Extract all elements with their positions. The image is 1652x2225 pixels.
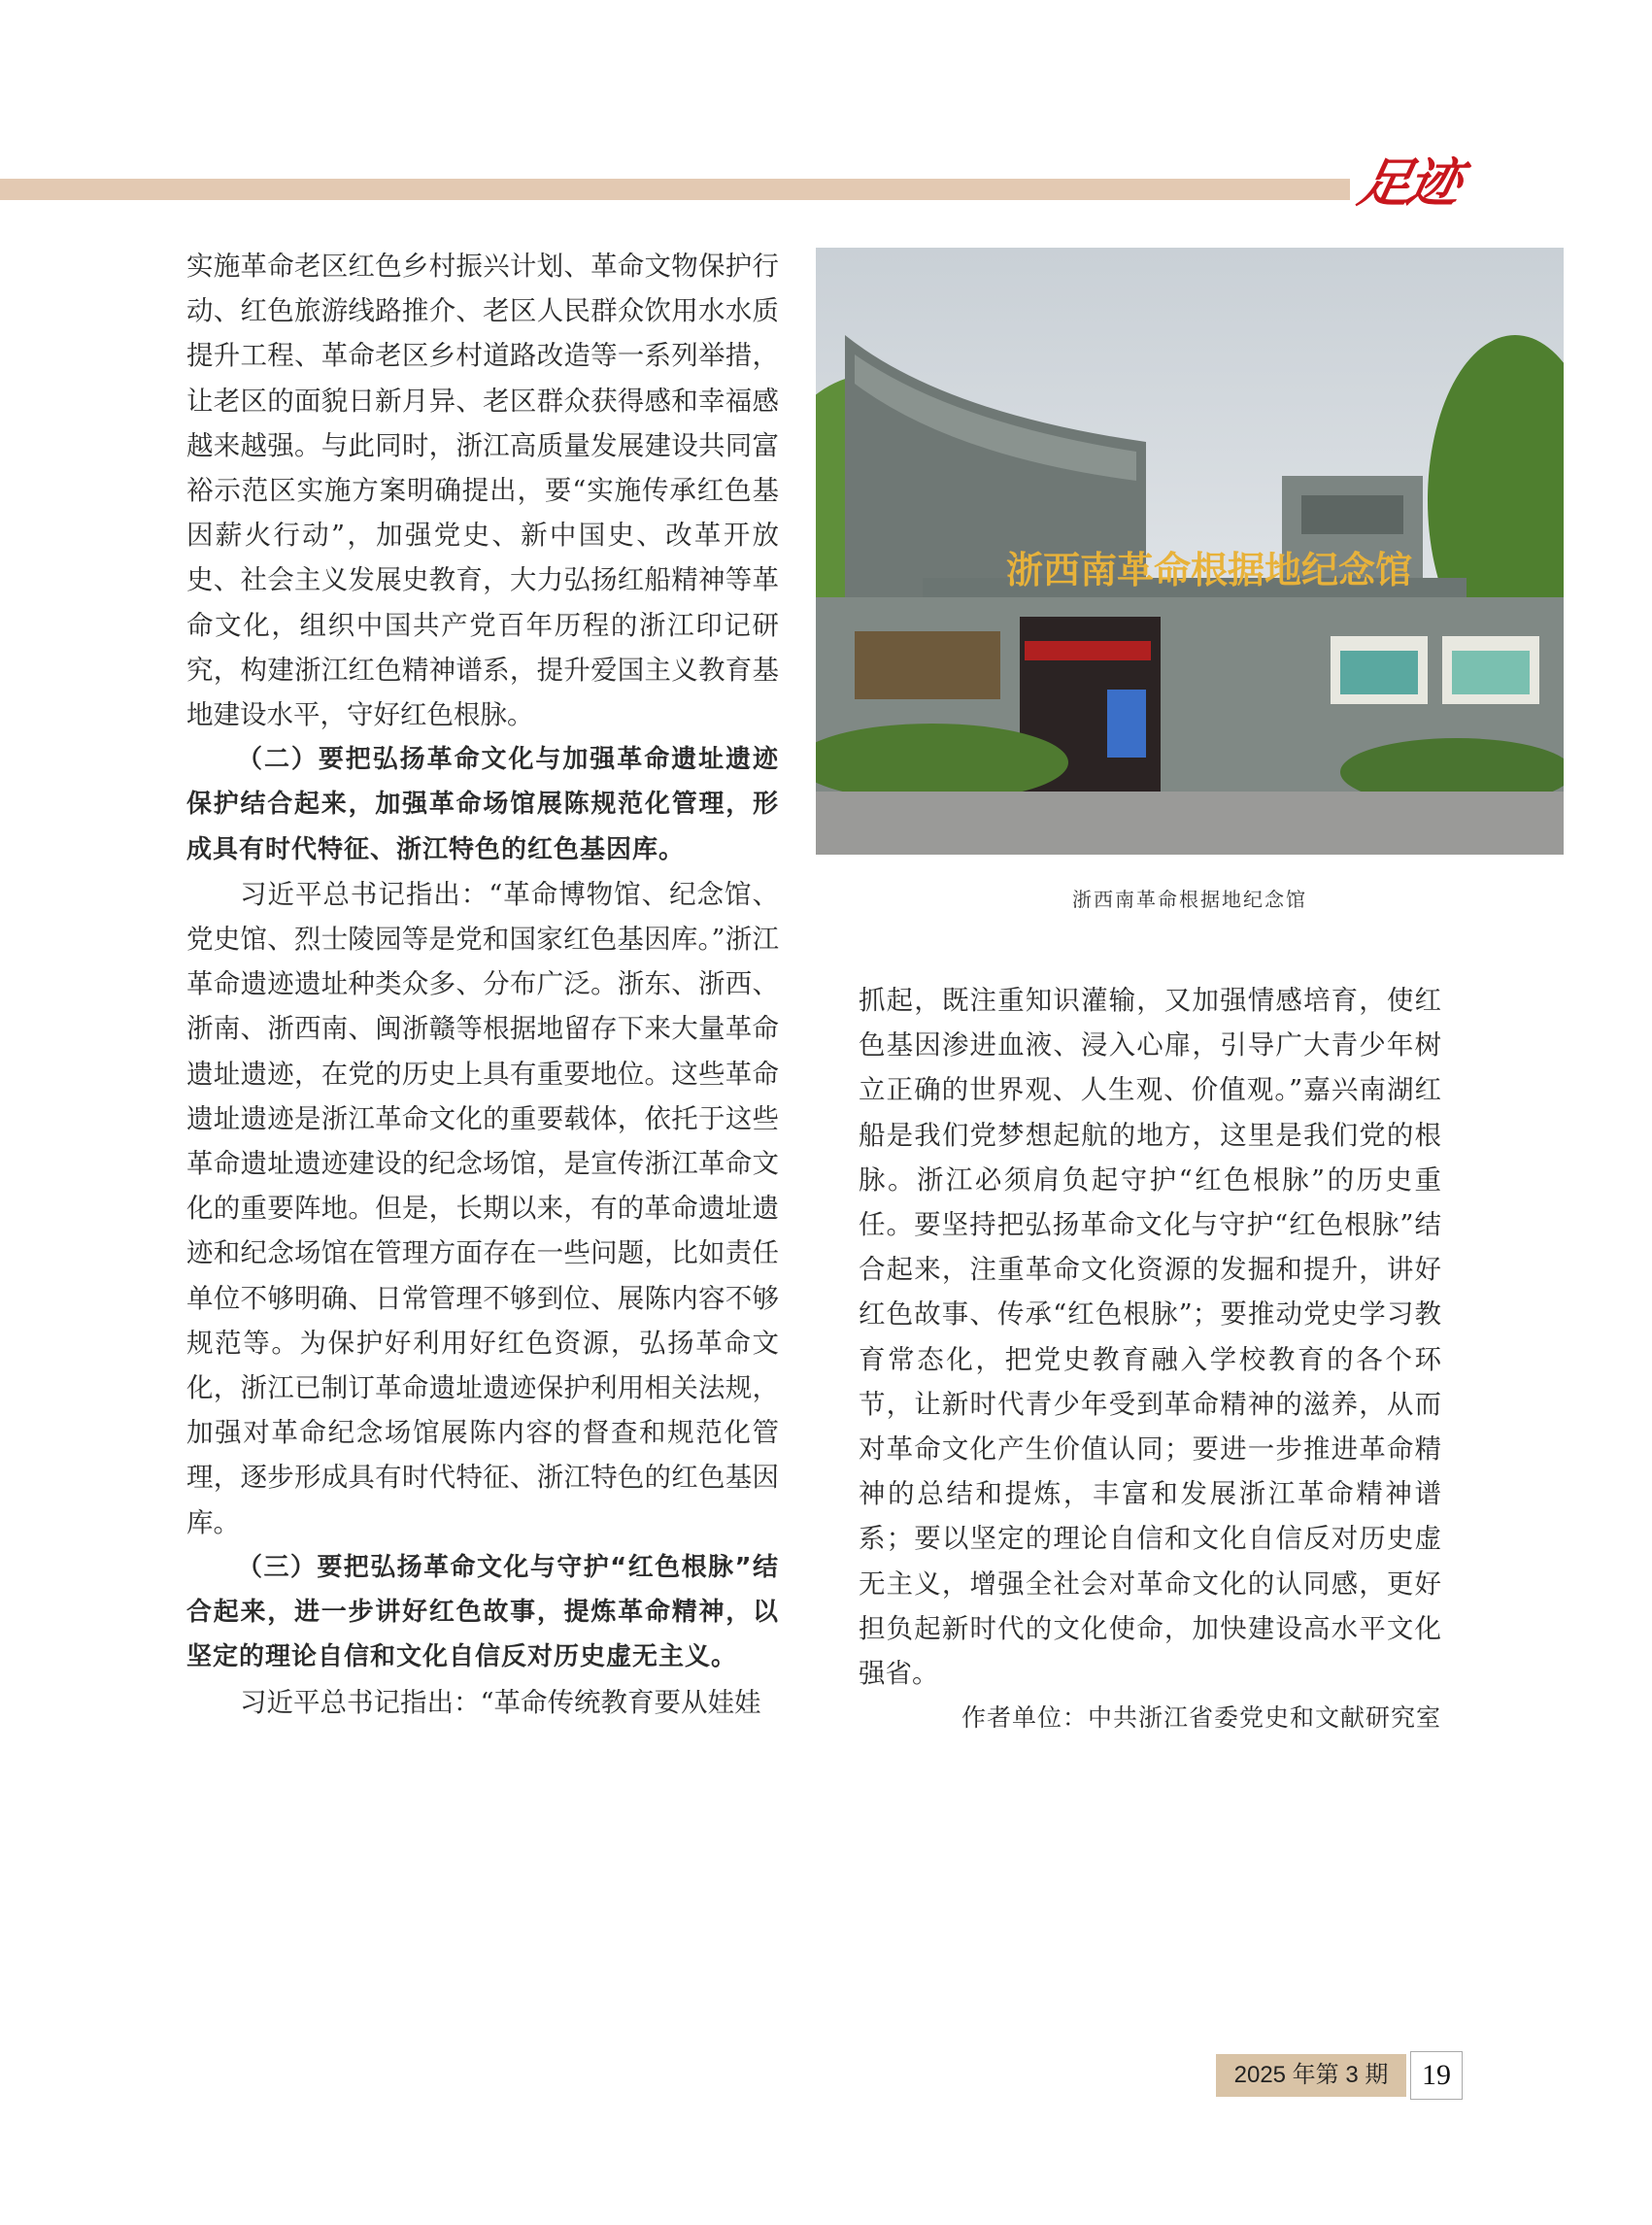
header-band xyxy=(0,179,1350,200)
page-number: 19 xyxy=(1410,2051,1463,2100)
memorial-hall-photo xyxy=(816,248,1564,855)
paragraph: 实施革命老区红色乡村振兴计划、革命文物保护行动、红色旅游线路推介、老区人民群众饮用水水质提升工程、革命老区乡村道路改造等一系列举措，让老区的面貌日新月异、老区群众获得感和幸福感越来越强。与此同时，浙江高质量发展建设共同富裕示范区实施方案明确提出，要“实施传承红色基因薪火行动”，加强党史、新中国史、改革开放史、社会主义发展史教育，大力弘扬红船精神等革命文化，组织中国共产党百年历程的浙江印记研究，构建浙江红色精神谱系，提升爱国主义教育基地建设水平，守好红色根脉。 xyxy=(186,251,779,731)
section-heading: （三）要把弘扬革命文化与守护“红色根脉”结合起来，进一步讲好红色故事，提炼革命精神，以坚定的理论自信和文化自信反对历史虚无主义。 xyxy=(186,1552,779,1672)
right-column xyxy=(859,978,1441,1740)
paragraph: 习近平总书记指出：“革命博物馆、纪念馆、党史馆、烈士陵园等是党和国家红色基因库。”浙江革命遗迹遗址种类众多、分布广泛。浙东、浙西、浙南、浙西南、闽浙赣等根据地留存下来大量革命遗址遗迹，在党的历史上具有重要地位。这些革命遗址遗迹是浙江革命文化的重要载体，依托于这些革命遗址遗迹建设的纪念场馆，是宣传浙江革命文化的重要阵地。但是，长期以来，有的革命遗址遗迹和纪念场馆在管理方面存在一些问题，比如责任单位不够明确、日常管理不够到位、展陈内容不够规范等。为保护好利用好红色资源，弘扬革命文化，浙江已制订革命遗址遗迹保护利用相关法规，加强对革命纪念场馆展陈内容的督查和规范化管理，逐步形成具有时代特征、浙江特色的红色基因库。 xyxy=(186,878,779,1538)
issue-label: 2025 年第 3 期 xyxy=(1216,2054,1406,2097)
author-affiliation: 作者单位：中共浙江省委党史和文献研究室 xyxy=(961,1703,1441,1733)
left-column xyxy=(186,244,779,1725)
memorial-sign-text: 浙西南革命根据地纪念馆 xyxy=(1005,548,1413,591)
section-heading: （二）要把弘扬革命文化与加强革命遗址遗迹保护结合起来，加强革命场馆展陈规范化管理，形成具有时代特征、浙江特色的红色基因库。 xyxy=(186,745,779,864)
journal-logo: 足迹 xyxy=(1353,152,1464,214)
paragraph: 习近平总书记指出：“革命传统教育要从娃娃 xyxy=(240,1686,761,1718)
photo-caption: 浙西南革命根据地纪念馆 xyxy=(1072,888,1307,911)
paragraph: 抓起，既注重知识灌输，又加强情感培育，使红色基因渗进血液、浸入心扉，引导广大青少年树立正确的世界观、人生观、价值观。”嘉兴南湖红船是我们党梦想起航的地方，这里是我们党的根脉。浙江必须肩负起守护“红色根脉”的历史重任。要坚持把弘扬革命文化与守护“红色根脉”结合起来，注重革命文化资源的发掘和提升，讲好红色故事、传承“红色根脉”；要推动党史学习教育常态化，把党史教育融入学校教育的各个环节，让新时代青少年受到革命精神的滋养，从而对革命文化产生价值认同；要进一步推进革命精神的总结和提炼，丰富和发展浙江革命精神谱系；要以坚定的理论自信和文化自信反对历史虚无主义，增强全社会对革命文化的认同感，更好担负起新时代的文化使命，加快建设高水平文化强省。 xyxy=(859,985,1441,1690)
photo-illustration xyxy=(816,248,1564,855)
